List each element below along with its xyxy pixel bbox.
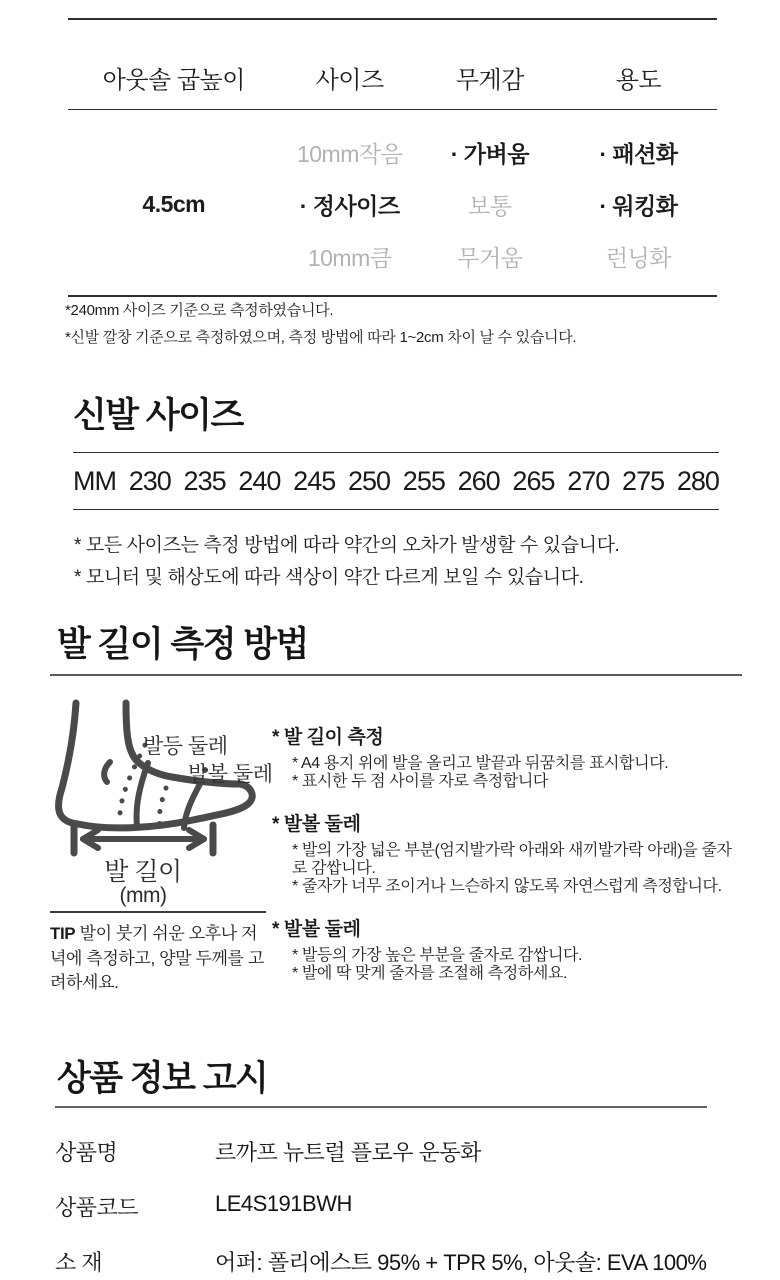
spec-col-header-weight: 무게감 [455, 67, 524, 94]
foot-length-label: 발 길이 [104, 858, 182, 886]
material-value: 어퍼: 폴리에스트 95% + TPR 5%, 아웃솔: EVA 100% [215, 1250, 707, 1275]
spec-col-header-size: 사이즈 [315, 67, 384, 94]
instruction-item: * 줄자가 너무 조이거나 느슨하지 않도록 자연스럽게 측정합니다. [292, 878, 722, 895]
shoe-size-title: 신발 사이즈 [73, 396, 243, 435]
instruction-group [272, 914, 742, 983]
size-value: 280 [676, 465, 719, 496]
usage-option-selected: · 패션화 [599, 140, 678, 167]
spec-footnote: *신발 깔창 기준으로 측정하였으며, 측정 방법에 따라 1~2cm 차이 날 수 있습니다. [65, 329, 577, 346]
instep-girth-label: 발등 둘레 [143, 735, 228, 758]
size-value: 230 [128, 465, 171, 496]
instruction-item: * 발등의 가장 높은 부분을 줄자로 감쌉니다. [292, 947, 583, 964]
product-info-table [55, 1136, 745, 1280]
foot-diagram-illustration [50, 700, 290, 905]
size-value: 235 [183, 465, 226, 496]
instruction-group [272, 722, 742, 791]
tip-text: 발이 붓기 쉬운 오후나 저녁에 측정하고, 양말 두께를 고려하세요. [50, 924, 264, 993]
tip-box [50, 911, 266, 996]
spec-col-header-outsole: 아웃솔 굽높이 [102, 67, 245, 94]
spec-footnotes [65, 297, 576, 351]
size-option-selected: · 정사이즈 [299, 192, 400, 219]
tip-label: TIP [50, 924, 76, 943]
instruction-heading: * 발 길이 측정 [272, 727, 384, 748]
size-value: 245 [293, 465, 336, 496]
instruction-heading: * 발볼 둘레 [272, 814, 361, 835]
ball-tape-dots [159, 788, 166, 827]
product-info-title: 상품 정보 고시 [57, 1059, 268, 1098]
size-value: 270 [567, 465, 610, 496]
size-value: 240 [238, 465, 281, 496]
divider [50, 674, 742, 676]
instruction-item: * 표시한 두 점 사이를 자로 측정합니다 [292, 773, 548, 790]
size-option: 10mm작음 [296, 140, 403, 167]
measure-instructions [272, 700, 742, 983]
weight-option: 보통 [468, 192, 512, 219]
size-note: * 모든 사이즈는 측정 방법에 따라 약간의 오차가 발생할 수 있습니다. [74, 535, 620, 556]
foot-length-unit: (mm) [119, 884, 167, 907]
product-code-value: LE4S191BWH [215, 1191, 352, 1216]
size-value: 265 [512, 465, 555, 496]
size-value: 275 [622, 465, 665, 496]
size-table [73, 452, 719, 510]
size-value: 260 [457, 465, 500, 496]
instruction-item: * A4 용지 위에 발을 올리고 발끝과 뒤꿈치를 표시합니다. [292, 755, 669, 772]
spec-table [68, 18, 717, 297]
product-code-label: 상품코드 [55, 1195, 139, 1220]
instruction-item: * 발의 가장 넓은 부분(엄지발가락 아래와 새끼발가락 아래)을 줄자로 감쌉니다. [292, 842, 732, 877]
size-note: * 모니터 및 해상도에 따라 색상이 약간 다르게 보일 수 있습니다. [74, 567, 584, 588]
measure-title: 발 길이 측정 방법 [57, 625, 308, 664]
size-option: 10mm큼 [307, 244, 392, 271]
outsole-height-value: 4.5cm [142, 190, 206, 217]
instruction-item: * 발에 딱 맞게 줄자를 조절해 측정하세요. [292, 965, 568, 982]
size-value: 250 [347, 465, 391, 496]
instruction-group [272, 809, 742, 896]
size-unit-label: MM [73, 465, 116, 496]
size-notes [74, 530, 619, 594]
spec-table-body [68, 110, 717, 295]
instep-tape-line [137, 763, 148, 826]
product-info-row [55, 1191, 745, 1222]
divider [55, 1106, 707, 1108]
size-value: 255 [402, 465, 445, 496]
product-info-row [55, 1136, 745, 1167]
foot-diagram [50, 700, 290, 996]
weight-option-selected: · 가벼움 [450, 140, 529, 167]
instruction-heading: * 발볼 둘레 [272, 919, 361, 940]
ball-girth-label: 발볼 둘레 [188, 763, 273, 786]
product-name-label: 상품명 [55, 1140, 118, 1165]
spec-footnote: *240mm 사이즈 기준으로 측정하였습니다. [65, 302, 334, 319]
weight-option: 무거움 [457, 244, 523, 271]
usage-option: 런닝화 [605, 244, 671, 271]
ankle-mark [104, 762, 110, 782]
spec-table-header-row [68, 20, 717, 110]
measure-section [50, 700, 742, 1001]
product-name-value: 르까프 뉴트럴 플로우 운동화 [215, 1140, 481, 1165]
usage-option-selected: · 워킹화 [599, 192, 678, 219]
material-label: 소 재 [55, 1250, 103, 1275]
product-info-row [55, 1246, 745, 1277]
spec-col-header-usage: 용도 [615, 67, 662, 94]
